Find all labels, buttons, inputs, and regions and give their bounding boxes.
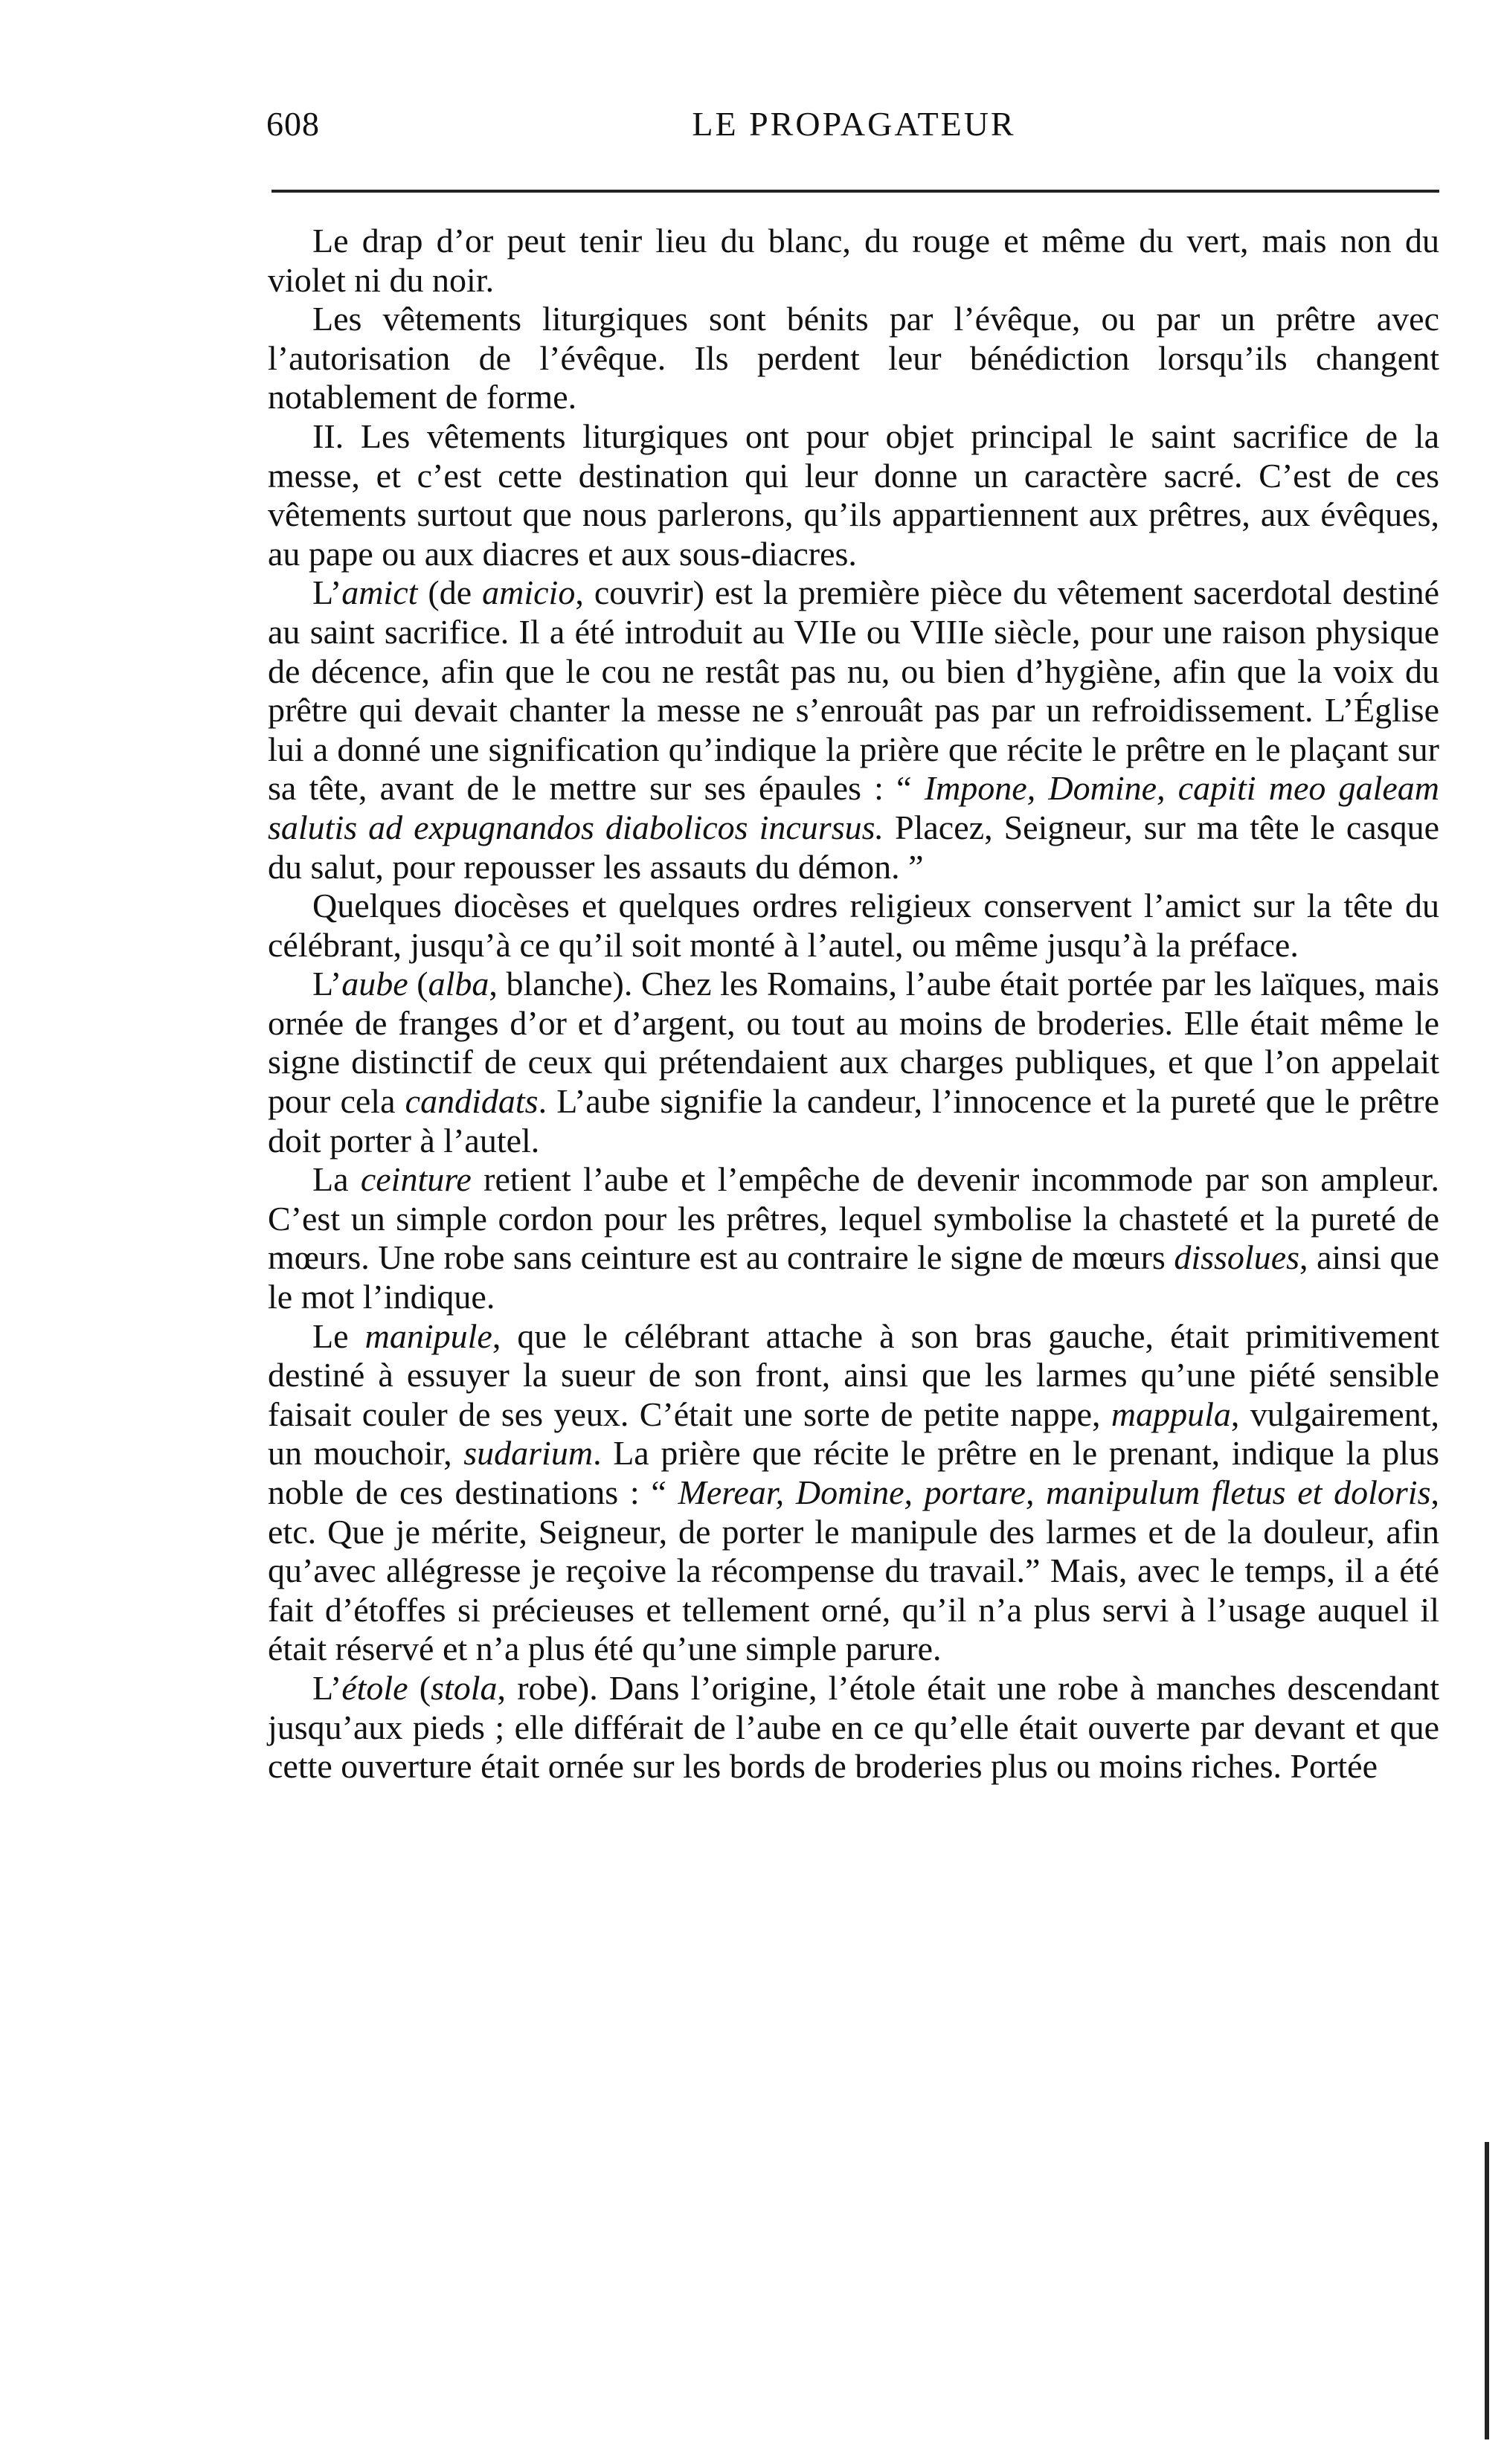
term-stola: stola (431, 1668, 498, 1707)
term-aube: aube (341, 965, 408, 1003)
header-rule (271, 190, 1439, 193)
page-number: 608 (266, 105, 320, 143)
term-manipule: manipule (364, 1316, 492, 1355)
paragraph-benediction: Les vêtements liturgiques sont bénits par l’évêque, ou par un prêtre avec l’autorisation de l’évêque. Ils perdent leur bénédiction lorsqu’ils changent notablement de forme. (268, 300, 1439, 416)
term-amict: amict (341, 573, 418, 612)
term-sudarium: sudarium (463, 1434, 594, 1473)
page-edge-mark (1485, 2142, 1489, 2439)
running-head (266, 104, 1442, 156)
paragraph-amict: L’amict (de amicio, couvrir) est la première pièce du vêtement sacerdotal destiné au saint sacrifice. Il a été introduit au VIIe ou VIIIe siècle, pour une raison physique de décence, afin que le cou ne restât pas nu, ou bien d’hygiène, afin que la voix du prêtre qui devait chanter la messe ne s’enrouât pas par un refroidissement. L’Église lui a donné une signification qu’indique la prière que récite le prêtre en le plaçant sur sa tête, avant de le mettre sur ses épaules : “ Impone, Domine, capiti meo galeam salutis ad expugnandos diabolicos incursus. Placez, Seigneur, sur ma tête le casque du salut, pour repousser les assauts du démon. ” (268, 573, 1439, 886)
paragraph-drap-dor: Le drap d’or peut tenir lieu du blanc, du rouge et même du vert, mais non du violet ni du noir. (268, 222, 1439, 299)
term-alba: alba (428, 965, 489, 1003)
term-candidats: candidats (405, 1082, 539, 1121)
paragraph-etole: L’étole (stola, robe). Dans l’origine, l’étole était une robe à manches descendant jusqu’aux pieds ; elle différait de l’aube en ce qu’elle était ouverte par devant et que cette ouverture était ornée sur les bords de broderies plus ou moins riches. Portée (268, 1668, 1439, 1786)
term-etole: étole (341, 1668, 408, 1707)
paragraph-aube: L’aube (alba, blanche). Chez les Romains, l’aube était portée par les laïques, mais ornée de franges d’or et d’argent, ou tout au moins de broderies. Elle était même le signe distinctif de ceux qui prétendaient aux charges publiques, et que l’on appelait pour cela candidats. L’aube signifie la candeur, l’innocence et la pureté que le prêtre doit porter à l’autel. (268, 965, 1439, 1159)
paragraph-dioceses: Quelques diocèses et quelques ordres religieux conservent l’amict sur la tête du célébrant, jusqu’à ce qu’il soit monté à l’autel, ou même jusqu’à la préface. (268, 887, 1439, 964)
latin-prayer-manipule: Merear, Domine, portare, manipulum fletus et doloris (678, 1473, 1431, 1511)
term-amicio: amicio (482, 573, 576, 612)
paragraph-manipule: Le manipule, que le célébrant attache à son bras gauche, était primitivement destiné à essuyer la sueur de son front, ainsi que les larmes qu’une piété sensible faisait couler de ses yeux. C’était une sorte de petite nappe, mappula, vulgairement, un mouchoir, sudarium. La prière que récite le prêtre en le prenant, indique la plus noble de ces destinations : “ Merear, Domine, portare, manipulum fletus et doloris, etc. Que je mérite, Seigneur, de porter le manipule des larmes et de la douleur, afin qu’avec allégresse je reçoive la récompense du travail.” Mais, avec le temps, il a été fait d’étoffes si précieuses et tellement orné, qu’il n’a plus servi à l’usage auquel il était réservé et n’a plus été qu’une simple parure. (268, 1316, 1440, 1668)
term-ceinture: ceinture (360, 1160, 472, 1199)
journal-title: LE PROPAGATEUR (692, 105, 1016, 143)
term-mappula: mappula (1111, 1395, 1231, 1433)
paragraph-objet-principal: II. Les vêtements liturgiques ont pour objet principal le saint sacrifice de la messe, et c’est cette destination qui leur donne un caractère sacré. C’est de ces vêtements surtout que nous parlerons, qu’ils appartiennent aux prêtres, aux évêques, au pape ou aux diacres et aux sous-diacres. (268, 416, 1439, 573)
latin-prayer-amict: Impone, Domine, capiti meo galeam salutis ad expugnandos diabolicos incursus. (268, 769, 1439, 846)
paragraph-ceinture: La ceinture retient l’aube et l’empêche de devenir incommode par son ampleur. C’est un simple cordon pour les prêtres, lequel symbolise la chasteté et la pureté de mœurs. Une robe sans ceinture est au contraire le signe de mœurs dissolues, ainsi que le mot l’indique. (268, 1160, 1440, 1316)
body-text (268, 222, 1439, 1786)
term-dissolues: dissolues (1174, 1238, 1300, 1277)
